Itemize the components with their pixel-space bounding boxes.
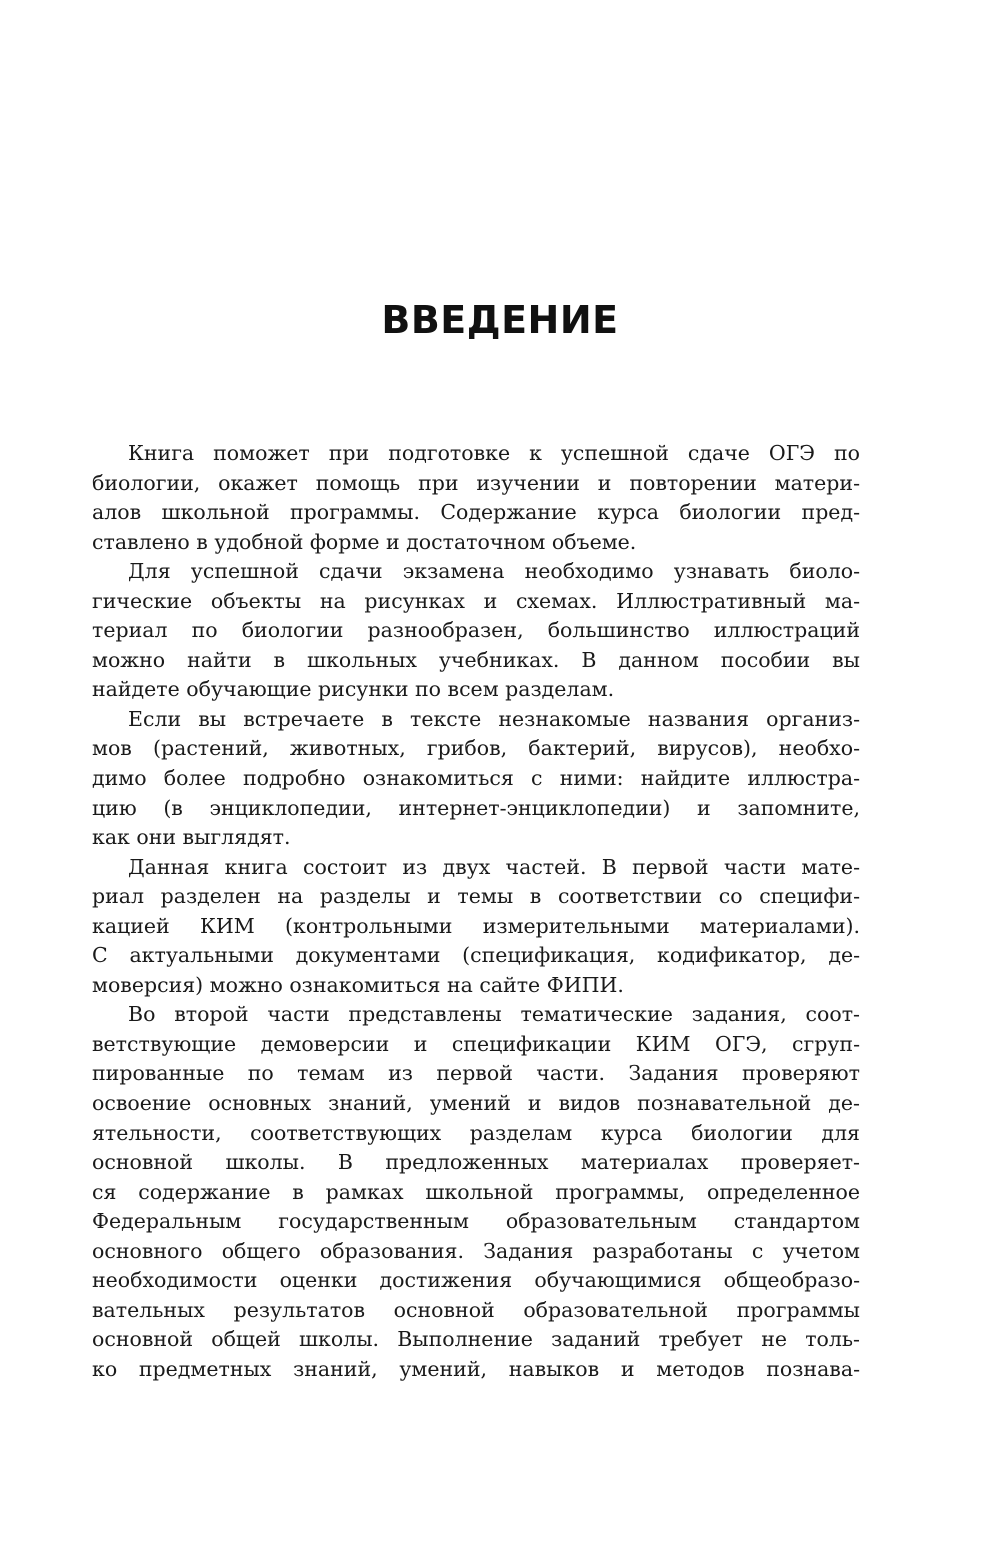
text-line: основной школы. В предложенных материалах проверяет- <box>92 1150 860 1175</box>
text-line: основной общей школы. Выполнение заданий требует не толь- <box>92 1327 860 1352</box>
text-line: С актуальными документами (спецификация, кодификатор, де- <box>92 943 860 968</box>
page-title: ВВЕДЕНИЕ <box>381 298 619 342</box>
text-line: мов (растений, животных, грибов, бактерий, вирусов), необхо- <box>92 736 860 761</box>
text-line: ко предметных знаний, умений, навыков и методов познава- <box>92 1356 860 1381</box>
text-line: алов школьной программы. Содержание курса биологии пред- <box>92 500 860 525</box>
text-line: Федеральным государственным образовательным стандартом <box>92 1209 860 1234</box>
text-line: можно найти в школьных учебниках. В данном пособии вы <box>92 647 860 672</box>
text-line: биологии, окажет помощь при изучении и повторении матери- <box>92 470 860 495</box>
text-line: основного общего образования. Задания разработаны с учетом <box>92 1238 860 1263</box>
text-line: Книга поможет при подготовке к успешной сдаче ОГЭ по <box>128 441 860 465</box>
text-line: ятельности, соответствующих разделам курса биологии для <box>92 1120 860 1145</box>
text-line: цию (в энциклопедии, интернет-энциклопедии) и запомните, <box>92 795 860 820</box>
text-line: димо более подробно ознакомиться с ними: найдите иллюстра- <box>92 766 860 791</box>
text-line: Если вы встречаете в тексте незнакомые названия организ- <box>128 706 860 731</box>
text-line: ся содержание в рамках школьной программы, определенное <box>92 1179 860 1204</box>
text-line: вательных результатов основной образовательной программы <box>92 1297 860 1322</box>
text-line: ставлено в удобной форме и достаточном объеме. <box>92 529 637 554</box>
text-line: как они выглядят. <box>92 825 291 850</box>
text-line: моверсия) можно ознакомиться на сайте ФИПИ. <box>92 972 624 997</box>
text-line: найдете обучающие рисунки по всем разделам. <box>92 677 615 702</box>
text-line: освоение основных знаний, умений и видов познавательной де- <box>92 1091 860 1116</box>
text-line: необходимости оценки достижения обучающимися общеобразо- <box>92 1268 860 1293</box>
text-line: пированные по темам из первой части. Задания проверяют <box>92 1061 860 1086</box>
text-line: ветствующие демоверсии и спецификации КИМ ОГЭ, сгруп- <box>92 1031 860 1056</box>
text-line: Во второй части представлены тематические задания, соот- <box>128 1002 860 1027</box>
text-line: Для успешной сдачи экзамена необходимо узнавать биоло- <box>128 559 860 584</box>
text-line: Данная книга состоит из двух частей. В первой части мате- <box>128 854 860 879</box>
body-text <box>92 439 860 1385</box>
text-line: териал по биологии разнообразен, большинство иллюстраций <box>92 618 860 643</box>
text-line: гические объекты на рисунках и схемах. Иллюстративный ма- <box>92 588 860 613</box>
text-line: риал разделен на разделы и темы в соответствии со специфи- <box>92 884 860 909</box>
text-line: кацией КИМ (контрольными измерительными материалами). <box>92 913 860 938</box>
